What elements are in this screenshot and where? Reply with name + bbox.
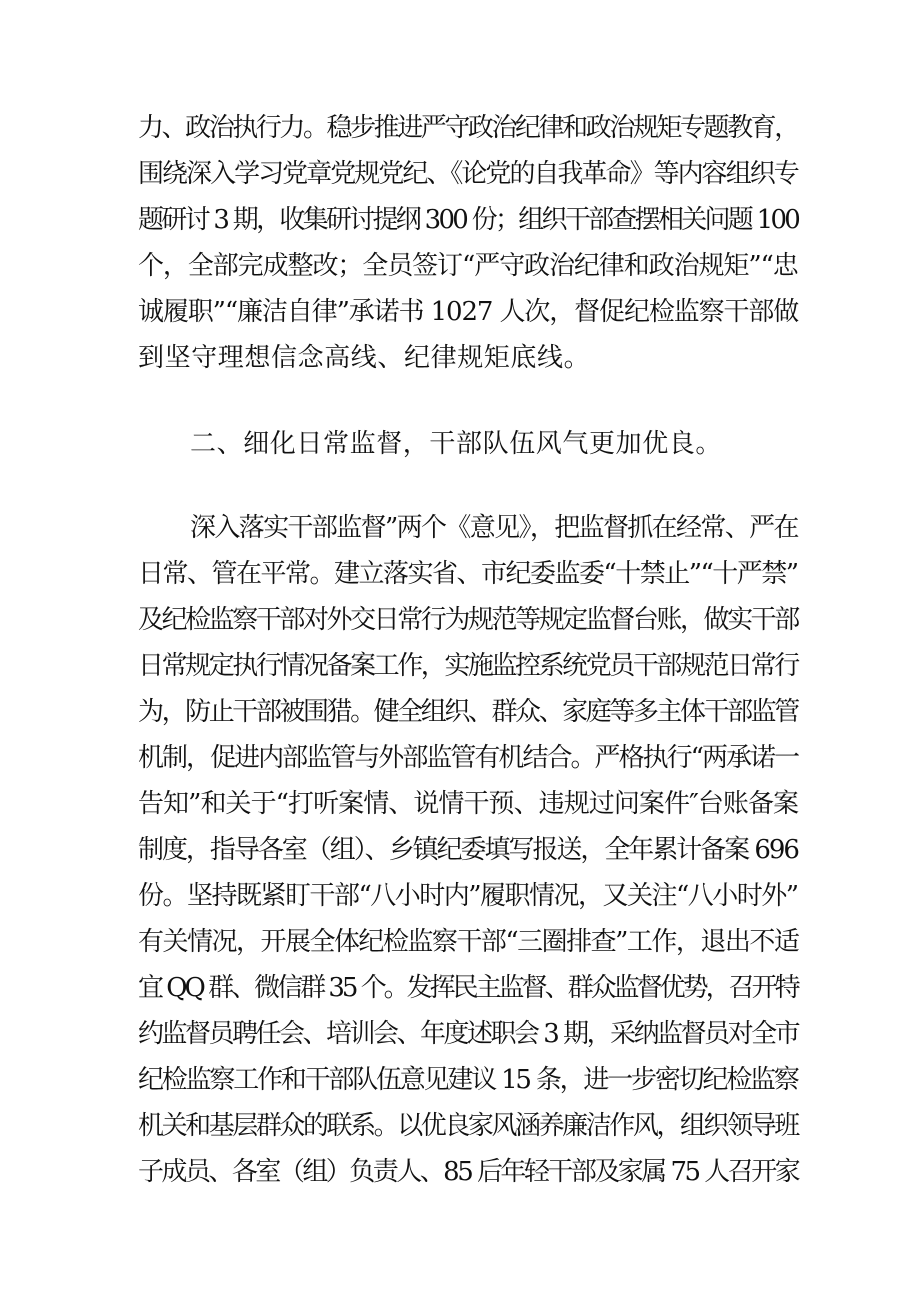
- text-line: 力、政治执行力。稳步推进严守政治纪律和政治规矩专题教育，: [138, 113, 798, 143]
- text-line: 围绕深入学习党章党规党纪、《论党的自我革命》等内容组织专: [138, 159, 798, 189]
- text-line: 个，全部完成整改；全员签订“严守政治纪律和政治规矩”“忠: [138, 251, 798, 281]
- text-line: 宜 QQ 群、微信群 35 个。发挥民主监督、群众监督优势，召开特: [138, 973, 798, 1003]
- text-line: 有关情况，开展全体纪检监察干部“三圈排查”工作，退出不适: [138, 927, 799, 957]
- text-line: 诚履职”“廉洁自律”承诺书 1027 人次，督促纪检监察干部做: [138, 297, 799, 327]
- text-line: 约监督员聘任会、培训会、年度述职会 3 期，采纳监督员对全市: [138, 1019, 799, 1049]
- text-line: 到坚守理想信念高线、纪律规矩底线。: [138, 343, 591, 373]
- text-line: 日常、管在平常。建立落实省、市纪委监委“十禁止”“十严禁”: [138, 559, 798, 589]
- text-line: 题研讨 3 期，收集研讨提纲 300 份；组织干部查摆相关问题 100: [138, 205, 799, 235]
- text-line: 机制，促进内部监管与外部监管有机结合。严格执行“两承诺一: [138, 743, 799, 773]
- text-line: 子成员、各室（组）负责人、85 后年轻干部及家属 75 人召开家: [138, 1157, 799, 1187]
- text-line: 纪检监察工作和干部队伍意见建议 15 条，进一步密切纪检监察: [138, 1065, 798, 1095]
- text-line: 份。坚持既紧盯干部“八小时内”履职情况，又关注“八小时外”: [138, 881, 798, 911]
- section-heading: 二、细化日常监督，干部队伍风气更加优良。: [190, 429, 723, 459]
- text-line: 为，防止干部被围猎。健全组织、群众、家庭等多主体干部监管: [138, 697, 798, 727]
- text-line: 深入落实干部监督”两个《意见》，把监督抓在经常、严在: [190, 513, 798, 543]
- text-line: 日常规定执行情况备案工作，实施监控系统党员干部规范日常行: [138, 651, 798, 681]
- text-line: 制度，指导各室（组）、乡镇纪委填写报送，全年累计备案 696: [138, 835, 798, 865]
- text-line: 机关和基层群众的联系。以优良家风涵养廉洁作风，组织领导班: [138, 1111, 798, 1141]
- text-line: 及纪检监察干部对外交日常行为规范等规定监督台账，做实干部: [138, 605, 798, 635]
- text-line: 告知”和关于“打听案情、说情干预、违规过问案件″台账备案: [138, 789, 799, 819]
